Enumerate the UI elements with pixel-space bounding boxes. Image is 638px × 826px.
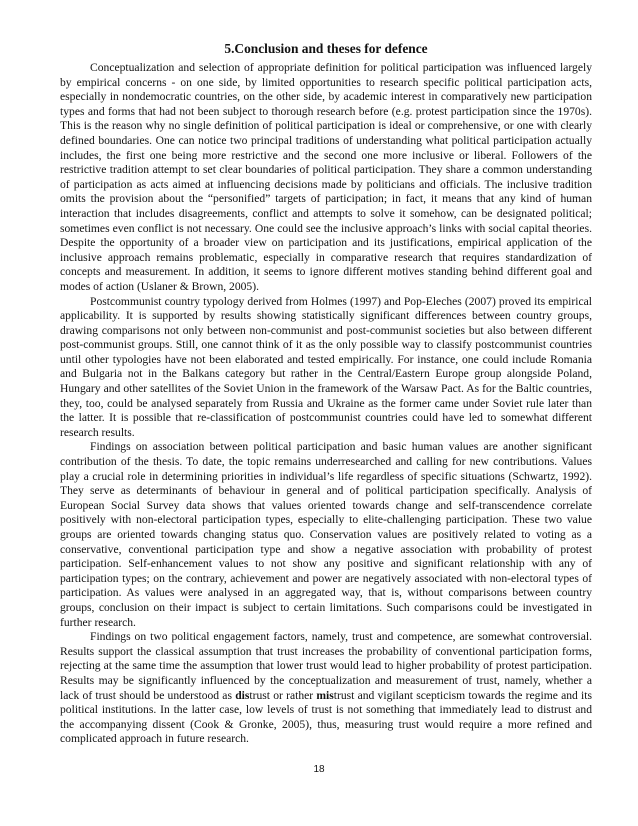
paragraph-values: Findings on association between political participation and basic human values are another significant contribution of the thesis. To date, the topic remains underresearched and calling for new contributions. Values play a crucial role in determining priorities in individual’s life regardless of specific situations (Schwartz, 1992). They serve as determinants of behaviour in general and of political participation specifically. Analysis of European Social Survey data shows that values oriented towards change and self-transcendence correlate positively with non-electoral participation types, especially to elite-challenging participation. These two value groups are oriented towards changing status quo. Conservation values are positively related to voting as a conservative, conventional participation type and show a negative association with probability of protest participation. Self-enhancement values to not show any positive and significant relationship with any of participation types; on the contrary, achievement and power are negatively associated with non-electoral types of participation. As values were analysed in an aggregated way, that is, without comparisons between country groups, conclusion on their impact is subject to certain limitations. Such comparisons could be investigated in further research. bbox=[60, 440, 592, 629]
paragraph-typology: Postcommunist country typology derived from Holmes (1997) and Pop-Eleches (2007) proved its empirical applicability. It is supported by results showing statistically significant differences between country groups, drawing comparisons not only between non-communist and post-communist societies but also between different post-communist groups. Still, one cannot think of it as the only possible way to classify postcommunist countries until other typologies have not been elaborated and tested empirically. For instance, one could include Romania and Bulgaria not in the Balkans category but rather in the Central/Eastern Europe group alongside Poland, Hungary and other satellites of the Soviet Union in the framework of the Warsaw Pact. As for the Baltic countries, they, too, could be analysed separately from Russia and Ukraine as the former came under Soviet rule later than the latter. It is possible that re-classification of postcommunist countries could have led to somewhat different research results. bbox=[60, 294, 592, 439]
paragraph-trust-text-3: trust and vigilant scepticism towards the regime and its political institutions. In the latter case, low levels of trust is not something that immediately lead to distrust and the accompanying dissent (Cook & Gronke, 2005), thus, measuring trust would require a more refined and complicated approach in future research. bbox=[60, 688, 592, 746]
emphasis-mis: mis bbox=[316, 688, 334, 702]
paragraph-trust bbox=[60, 630, 592, 747]
paragraph-definition: Conceptualization and selection of appropriate definition for political participation was influenced largely by empirical concerns - on one side, by limited opportunities to research specific political participation acts, especially in nondemocratic countries, on the other side, by academic interest in comparatively new participation types and forms that had not been subject to thorough research before (e.g. protest participation since the 1970s). This is the reason why no single definition of political participation is ideal or comprehensive, or one with clearly defined boundaries. One can notice two principal traditions of understanding what political participation actually includes, the first one being more restrictive and the second one more inclusive or liberal. Followers of the restrictive tradition attempt to set clear boundaries of political participation. They share a common understanding of participation as acts aimed at influencing decisions made by politicians and officials. The inclusive tradition omits the provision about the “personified” targets of participation; in fact, it means that any kind of human interaction that includes disagreements, conflict and attempts to solve it somehow, can be designated political; sometimes even conflict is not necessary. One could see the inclusive approach’s links with social capital theories. Despite the opportunity of a broader view on participation and its justifications, empirical application of the inclusive approach remains problematic, especially in comparative research that requires standardization of concepts and measurement. In addition, it seems to ignore different motives standing behind different goal and modes of action (Uslaner & Brown, 2005). bbox=[60, 61, 592, 293]
paragraph-trust-text-2: trust or rather bbox=[249, 688, 317, 702]
document-page bbox=[60, 40, 592, 747]
page-number: 18 bbox=[313, 764, 325, 775]
paragraph-trust-text-1: Findings on two political engagement factors, namely, trust and competence, are somewhat controversial. Results support the classical assumption that trust increases the probability of conventional participation forms, rejecting at the same time the assumption that lower trust would lead to higher probability of protest participation. Results may be significantly influenced by the conceptualization and measurement of trust, namely, whether a lack of trust should be understood as bbox=[60, 630, 592, 702]
section-heading: 5.Conclusion and theses for defence bbox=[224, 41, 428, 56]
emphasis-dis: dis bbox=[235, 688, 250, 702]
